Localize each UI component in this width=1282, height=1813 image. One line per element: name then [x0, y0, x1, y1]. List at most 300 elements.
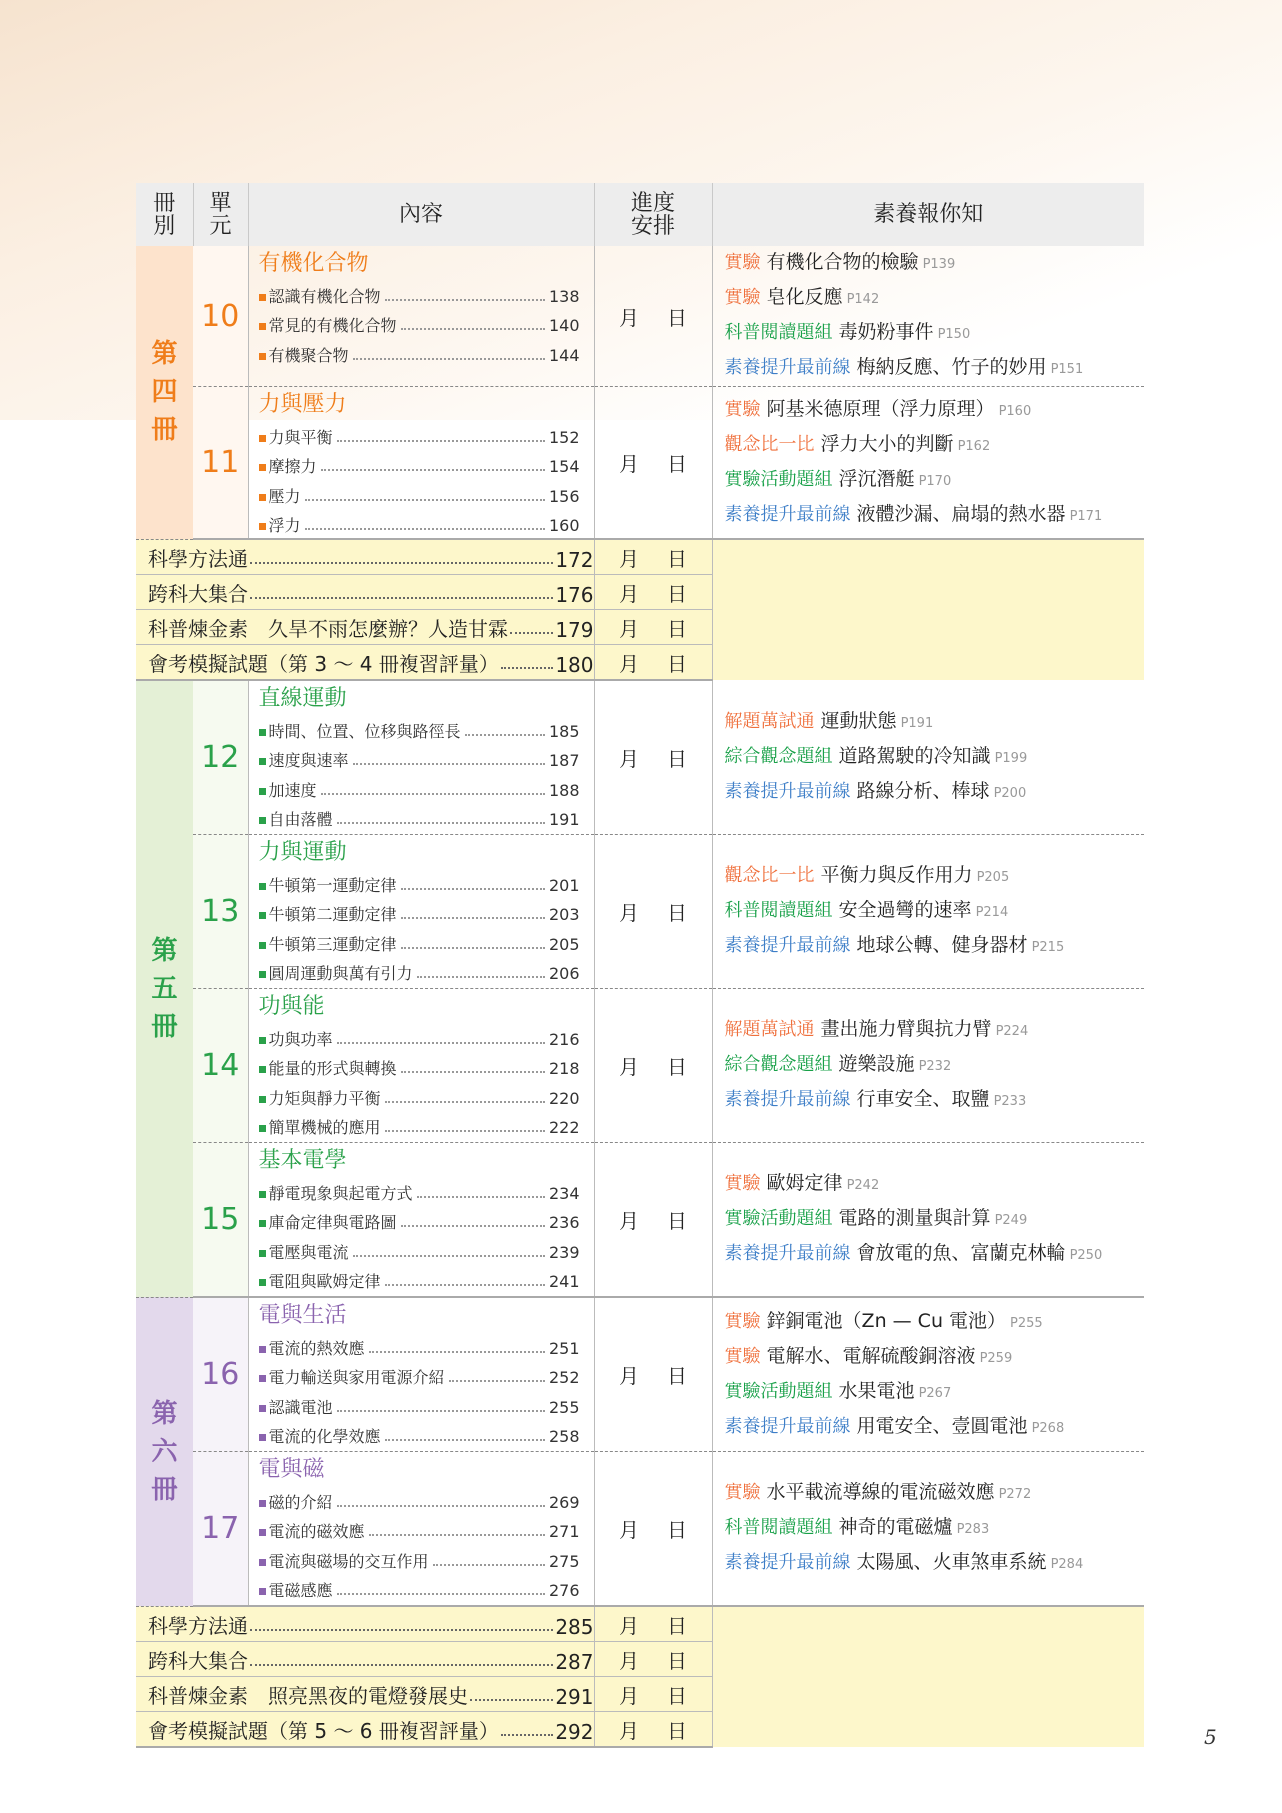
- literacy-item: [725, 1167, 1145, 1202]
- literacy-item: [725, 1237, 1145, 1272]
- dot-leader: [369, 1534, 545, 1536]
- section-name: 摩擦力: [268, 457, 317, 476]
- dot-leader: [433, 1564, 545, 1566]
- literacy-text: 神奇的電磁爐: [838, 1516, 953, 1538]
- progress-cell: [594, 1677, 712, 1712]
- literacy-page: P214: [975, 905, 1009, 920]
- literacy-label: 實驗: [724, 1310, 761, 1332]
- literacy-text: 梅納反應、竹子的妙用: [856, 356, 1047, 378]
- progress-cell: [594, 539, 712, 575]
- section-page: 191: [548, 810, 580, 829]
- extra-name: [136, 1642, 594, 1677]
- section-page: 140: [548, 316, 580, 335]
- header-unit: 單 元: [193, 183, 248, 246]
- section-name: 速度與速率: [268, 751, 349, 770]
- section-name: 電流與磁場的交互作用: [268, 1551, 429, 1571]
- dot-leader: [250, 597, 553, 599]
- section-name: 電流的熱效應: [268, 1338, 365, 1358]
- literacy-text: 行車安全、取鹽: [856, 1088, 990, 1110]
- progress-cell: [594, 610, 712, 645]
- section-page: 255: [548, 1397, 580, 1417]
- literacy-label: 實驗: [724, 1345, 761, 1367]
- section-item: [259, 279, 580, 309]
- section-item: [259, 509, 580, 539]
- progress-day: 日: [667, 1209, 687, 1233]
- dot-leader: [337, 440, 545, 442]
- literacy-text: 路線分析、棒球: [856, 779, 990, 802]
- extra-title: 會考模擬試題（第 5 ～ 6 冊複習評量）: [148, 1718, 499, 1743]
- section-item: [259, 1022, 580, 1052]
- section-name: 電流的磁效應: [268, 1522, 365, 1541]
- unit-number: 13: [193, 835, 248, 989]
- bullet-square: [259, 1096, 266, 1103]
- literacy-item: [725, 246, 1145, 281]
- literacy-label: 素養提升最前線: [724, 357, 851, 378]
- dot-leader: [417, 976, 545, 978]
- literacy-cell: [712, 387, 1144, 540]
- literacy-text: 水果電池: [838, 1379, 915, 1402]
- literacy-text: 水平載流導線的電流磁效應: [766, 1481, 995, 1503]
- literacy-text: 鋅銅電池（Zn — Cu 電池）: [766, 1309, 1007, 1332]
- dot-leader: [385, 1130, 545, 1132]
- unit-number: 10: [193, 246, 248, 387]
- literacy-text: 液體沙漏、扁塌的熱水器: [856, 502, 1066, 525]
- section-item: [259, 1176, 580, 1206]
- dot-leader: [321, 469, 545, 471]
- literacy-page: P242: [846, 1178, 880, 1193]
- bullet-square: [259, 1405, 266, 1412]
- bullet-square: [259, 1037, 266, 1044]
- extra-page: 180: [555, 652, 594, 677]
- literacy-page: P171: [1069, 508, 1103, 524]
- literacy-label: 觀念比一比: [724, 433, 815, 455]
- literacy-item: [725, 929, 1145, 964]
- section-item: [259, 450, 580, 480]
- unit-content: [248, 1143, 594, 1298]
- section-item: [259, 479, 580, 509]
- extra-row: [136, 539, 1144, 575]
- dot-leader: [385, 1101, 545, 1103]
- bullet-square: [259, 1588, 266, 1595]
- section-name: 認識電池: [268, 1397, 333, 1417]
- unit-number: 15: [193, 1143, 248, 1298]
- literacy-text: 安全過彎的速率: [838, 899, 972, 921]
- unit-content: [248, 989, 594, 1143]
- unit-row-17: [136, 1452, 1144, 1607]
- extra-name: [136, 539, 594, 575]
- literacy-label: 實驗: [724, 287, 761, 308]
- unit-title: 基本電學: [258, 1148, 347, 1173]
- section-item: [259, 1485, 580, 1515]
- literacy-label: 素養提升最前線: [724, 780, 851, 802]
- section-item: [259, 1515, 580, 1545]
- unit-row-15: [136, 1143, 1144, 1298]
- literacy-item: [725, 316, 1145, 351]
- literacy-label: 綜合觀念題組: [724, 745, 833, 767]
- literacy-label: 實驗活動題組: [724, 1380, 833, 1402]
- progress-day: 日: [667, 1055, 687, 1079]
- literacy-text: 平衡力與反作用力: [820, 864, 973, 886]
- extra-page: 172: [555, 547, 594, 572]
- bullet-square: [259, 912, 266, 919]
- progress-cell: [594, 680, 712, 835]
- section-page: 236: [548, 1213, 580, 1232]
- literacy-cell: [712, 246, 1144, 387]
- dot-leader: [401, 888, 545, 890]
- literacy-page: P151: [1050, 362, 1084, 377]
- progress-day: 日: [667, 651, 687, 676]
- literacy-page: P267: [918, 1385, 952, 1401]
- unit-row-11: [136, 387, 1144, 540]
- bullet-square: [259, 353, 266, 360]
- section-item: [259, 1206, 580, 1236]
- bullet-square: [259, 1220, 266, 1227]
- section-name: 浮力: [268, 516, 301, 535]
- unit-title: 電與磁: [258, 1457, 325, 1482]
- progress-cell: [594, 575, 712, 610]
- dot-leader: [305, 499, 545, 501]
- section-page: 275: [548, 1551, 580, 1571]
- extra-title: 科學方法通: [148, 1613, 248, 1638]
- literacy-item: [725, 1048, 1145, 1083]
- literacy-page: P249: [994, 1213, 1028, 1228]
- literacy-text: 道路駕駛的冷知識: [838, 744, 991, 767]
- literacy-page: P200: [993, 785, 1027, 801]
- literacy-text: 會放電的魚、富蘭克林輪: [856, 1242, 1066, 1264]
- section-name: 電力輸送與家用電源介紹: [268, 1368, 445, 1387]
- literacy-item: [725, 1305, 1145, 1340]
- section-page: 269: [548, 1492, 580, 1512]
- section-name: 圓周運動與萬有引力: [268, 964, 413, 983]
- section-item: [259, 338, 580, 368]
- progress-cell: [594, 645, 712, 681]
- literacy-label: 實驗: [724, 398, 761, 420]
- dot-leader: [385, 299, 545, 301]
- section-name: 電流的化學效應: [268, 1427, 381, 1446]
- extra-page: 179: [555, 617, 594, 642]
- extra-entry: [148, 1645, 594, 1674]
- progress-day: 日: [667, 616, 687, 641]
- bullet-square: [259, 523, 266, 530]
- section-item: [259, 309, 580, 339]
- section-item: [259, 1331, 580, 1361]
- progress-month: 月: [619, 305, 639, 330]
- section-name: 壓力: [268, 486, 301, 506]
- unit-content: [248, 680, 594, 835]
- literacy-label: 實驗: [724, 1482, 761, 1503]
- extra-title: 科普煉金素 久旱不雨怎麼辦？人造甘霖: [148, 616, 508, 641]
- section-page: 258: [548, 1427, 580, 1446]
- progress-cell: [594, 1712, 712, 1748]
- dot-leader: [401, 1225, 545, 1227]
- section-page: 239: [548, 1242, 580, 1262]
- extra-name: [136, 1712, 594, 1748]
- unit-title: 力與運動: [258, 840, 347, 865]
- section-page: 241: [548, 1272, 580, 1291]
- literacy-page: P170: [918, 473, 952, 489]
- literacy-label: 素養提升最前線: [724, 935, 851, 956]
- literacy-label: 素養提升最前線: [724, 1415, 851, 1437]
- progress-month: 月: [619, 1648, 639, 1673]
- literacy-item: [725, 498, 1145, 533]
- unit-content: [248, 246, 594, 387]
- literacy-page: P191: [900, 715, 934, 731]
- literacy-label: 觀念比一比: [724, 865, 815, 886]
- unit-row-12: [136, 680, 1144, 835]
- dot-leader: [501, 667, 553, 669]
- section-name: 電磁感應: [268, 1581, 333, 1600]
- dot-leader: [337, 1505, 545, 1507]
- literacy-item: [725, 351, 1145, 386]
- extra-title: 跨科大集合: [148, 1648, 248, 1673]
- section-item: [259, 1544, 580, 1574]
- bullet-square: [259, 1279, 266, 1286]
- progress-cell: [594, 246, 712, 387]
- literacy-cell: [712, 989, 1144, 1143]
- literacy-item: [725, 1013, 1145, 1048]
- dot-leader: [465, 734, 545, 736]
- literacy-item: [725, 1375, 1145, 1410]
- literacy-item: [725, 1340, 1145, 1375]
- literacy-cell: [712, 1297, 1144, 1452]
- unit-content: [248, 387, 594, 540]
- dot-leader: [250, 1629, 553, 1631]
- bullet-square: [259, 464, 266, 471]
- section-name: 庫侖定律與電路圖: [268, 1213, 397, 1232]
- dot-leader: [401, 1071, 545, 1073]
- literacy-text: 畫出施力臂與抗力臂: [820, 1018, 992, 1040]
- unit-number: 14: [193, 989, 248, 1143]
- section-name: 力矩與靜力平衡: [268, 1088, 381, 1108]
- literacy-item: [725, 705, 1145, 740]
- section-page: 138: [548, 286, 580, 306]
- literacy-page: P233: [993, 1094, 1027, 1109]
- extra-page: 285: [555, 1614, 594, 1639]
- section-name: 有機聚合物: [268, 345, 349, 365]
- dot-leader: [510, 632, 553, 634]
- extra-entry: [148, 613, 594, 642]
- progress-cell: [594, 989, 712, 1143]
- progress-day: 日: [667, 1364, 687, 1388]
- literacy-cell: [712, 680, 1144, 835]
- progress-month: 月: [619, 1055, 639, 1079]
- bullet-square: [259, 1529, 266, 1536]
- literacy-page: P150: [937, 327, 971, 342]
- literacy-item: [725, 1083, 1145, 1118]
- section-item: [259, 744, 580, 774]
- unit-number: 16: [193, 1297, 248, 1452]
- section-page: 154: [548, 457, 580, 476]
- section-name: 加速度: [268, 780, 317, 800]
- dot-leader: [337, 1410, 545, 1412]
- section-item: [259, 714, 580, 744]
- toc-table: [136, 183, 1144, 1748]
- extra-blank: [712, 539, 1144, 680]
- dot-leader: [470, 1699, 553, 1701]
- header-book: 冊 別: [136, 183, 193, 246]
- section-name: 能量的形式與轉換: [268, 1059, 397, 1078]
- literacy-page: P215: [1031, 940, 1065, 955]
- unit-number: 11: [193, 387, 248, 540]
- section-page: 220: [548, 1088, 580, 1108]
- progress-day: 日: [667, 546, 687, 571]
- section-item: [259, 927, 580, 957]
- literacy-text: 浮沉潛艇: [838, 467, 915, 490]
- literacy-text: 阿基米德原理（浮力原理）: [766, 397, 995, 420]
- progress-day: 日: [667, 1683, 687, 1708]
- section-item: [259, 868, 580, 898]
- bullet-square: [259, 494, 266, 501]
- bullet-square: [259, 1125, 266, 1132]
- progress-month: 月: [619, 651, 639, 676]
- progress-month: 月: [619, 581, 639, 606]
- extra-name: [136, 1677, 594, 1712]
- progress-day: 日: [667, 1718, 687, 1743]
- progress-cell: [594, 1297, 712, 1452]
- bullet-square: [259, 1434, 266, 1441]
- literacy-item: [725, 1476, 1145, 1511]
- section-page: 252: [548, 1368, 580, 1387]
- dot-leader: [337, 1042, 545, 1044]
- dot-leader: [401, 328, 545, 330]
- bullet-square: [259, 1346, 266, 1353]
- extra-entry: [148, 648, 594, 677]
- bullet-square: [259, 817, 266, 824]
- bullet-square: [259, 323, 266, 330]
- unit-row-10: [136, 246, 1144, 387]
- dot-leader: [337, 822, 545, 824]
- section-page: 271: [548, 1522, 580, 1541]
- progress-day: 日: [667, 1648, 687, 1673]
- section-page: 185: [548, 721, 580, 741]
- literacy-cell: [712, 835, 1144, 989]
- section-item: [259, 1390, 580, 1420]
- dot-leader: [353, 763, 545, 765]
- section-name: 簡單機械的應用: [268, 1118, 381, 1137]
- unit-content: [248, 1452, 594, 1607]
- section-item: [259, 1265, 580, 1295]
- extra-title: 跨科大集合: [148, 581, 248, 606]
- extra-page: 291: [555, 1684, 594, 1709]
- literacy-text: 地球公轉、健身器材: [856, 934, 1028, 956]
- dot-leader: [369, 1351, 545, 1353]
- unit-content: [248, 835, 594, 989]
- section-name: 電壓與電流: [268, 1242, 349, 1262]
- literacy-label: 實驗活動題組: [724, 1208, 833, 1229]
- unit-title: 力與壓力: [258, 392, 347, 417]
- dot-leader: [321, 793, 545, 795]
- dot-leader: [250, 562, 553, 564]
- literacy-label: 素養提升最前線: [724, 1552, 851, 1573]
- bullet-square: [259, 729, 266, 736]
- literacy-label: 科普閱讀題組: [724, 900, 833, 921]
- progress-month: 月: [619, 1518, 639, 1542]
- literacy-text: 用電安全、壹圓電池: [856, 1414, 1028, 1437]
- literacy-text: 遊樂設施: [838, 1053, 915, 1075]
- progress-day: 日: [667, 747, 687, 771]
- bullet-square: [259, 883, 266, 890]
- literacy-label: 實驗: [724, 252, 761, 273]
- section-item: [259, 773, 580, 803]
- page-number: 5: [1204, 1725, 1217, 1749]
- progress-day: 日: [667, 452, 687, 476]
- unit-title: 有機化合物: [258, 251, 369, 276]
- bullet-square: [259, 971, 266, 978]
- dot-leader: [337, 1593, 545, 1595]
- progress-day: 日: [667, 305, 687, 330]
- literacy-item: [725, 1202, 1145, 1237]
- extra-title: 科學方法通: [148, 546, 248, 571]
- literacy-text: 皂化反應: [766, 286, 843, 308]
- book-label-b5: 第 五 冊: [136, 680, 193, 1297]
- extra-entry: [148, 578, 594, 607]
- progress-month: 月: [619, 1209, 639, 1233]
- literacy-page: P272: [998, 1487, 1032, 1502]
- literacy-item: [725, 463, 1145, 498]
- section-page: 222: [548, 1118, 580, 1137]
- section-name: 牛頓第二運動定律: [268, 905, 397, 924]
- dot-leader: [417, 1196, 545, 1198]
- extra-page: 292: [555, 1719, 594, 1744]
- literacy-page: P162: [957, 438, 991, 454]
- literacy-item: [725, 859, 1145, 894]
- literacy-cell: [712, 1452, 1144, 1607]
- literacy-page: P283: [956, 1522, 990, 1537]
- dot-leader: [305, 528, 545, 530]
- literacy-label: 解題萬試通: [724, 1019, 815, 1040]
- literacy-label: 實驗: [724, 1173, 761, 1194]
- dot-leader: [385, 1439, 545, 1441]
- bullet-square: [259, 1559, 266, 1566]
- progress-cell: [594, 1606, 712, 1642]
- literacy-item: [725, 775, 1145, 810]
- dot-leader: [401, 947, 545, 949]
- literacy-text: 太陽風、火車煞車系統: [856, 1551, 1047, 1573]
- header-literacy: 素養報你知: [712, 183, 1144, 246]
- literacy-page: P160: [998, 403, 1032, 419]
- literacy-text: 浮力大小的判斷: [820, 432, 954, 455]
- bullet-square: [259, 1191, 266, 1198]
- literacy-label: 實驗活動題組: [724, 468, 833, 490]
- extra-name: [136, 610, 594, 645]
- progress-day: 日: [667, 1613, 687, 1638]
- literacy-item: [725, 1410, 1145, 1445]
- unit-title: 功與能: [258, 994, 325, 1019]
- section-item: [259, 957, 580, 987]
- progress-cell: [594, 835, 712, 989]
- section-item: [259, 1235, 580, 1265]
- bullet-square: [259, 788, 266, 795]
- literacy-label: 科普閱讀題組: [724, 1517, 833, 1538]
- extra-entry: [148, 1680, 594, 1709]
- section-name: 常見的有機化合物: [268, 316, 397, 335]
- progress-cell: [594, 1143, 712, 1298]
- section-name: 功與功率: [268, 1029, 333, 1049]
- dot-leader: [385, 1284, 545, 1286]
- extra-name: [136, 575, 594, 610]
- unit-title: 電與生活: [258, 1303, 347, 1328]
- literacy-item: [725, 740, 1145, 775]
- extra-page: 176: [555, 582, 594, 607]
- section-item: [259, 1111, 580, 1141]
- bullet-square: [259, 1500, 266, 1507]
- section-page: 218: [548, 1059, 580, 1078]
- literacy-label: 科普閱讀題組: [724, 322, 833, 343]
- section-page: 234: [548, 1183, 580, 1203]
- literacy-item: [725, 281, 1145, 316]
- extra-name: [136, 645, 594, 681]
- header-progress: 進度 安排: [594, 183, 712, 246]
